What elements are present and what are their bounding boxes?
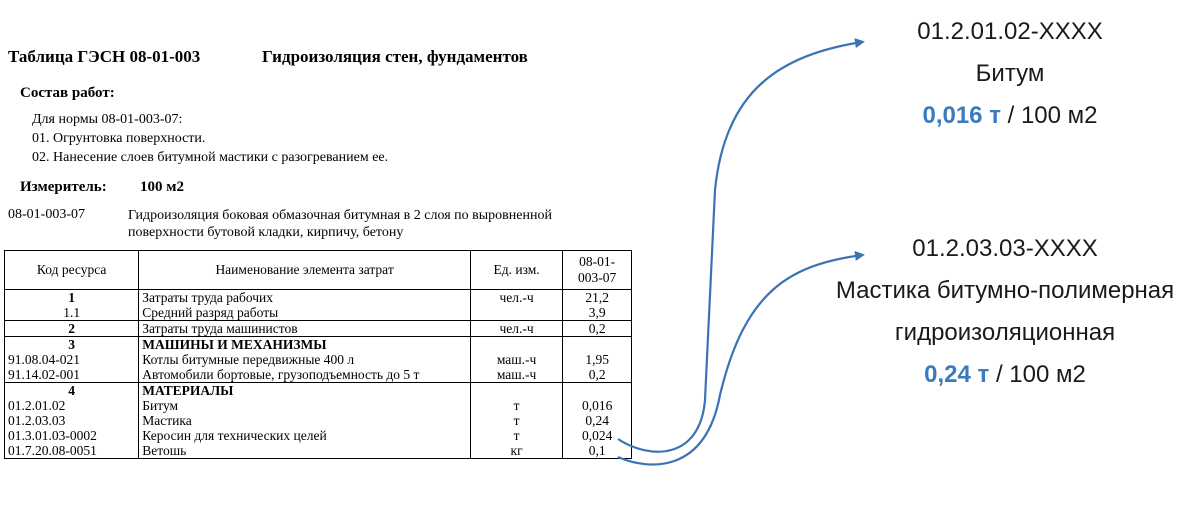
cell-name: Котлы битумные передвижные 400 л xyxy=(142,352,355,367)
cell-value: 0,24 xyxy=(585,413,609,428)
callout-name: Битум xyxy=(975,60,1045,87)
cell-unit: чел.-ч xyxy=(499,321,534,336)
callout-value: 0,24 т xyxy=(924,361,990,388)
cell-code: 01.2.01.02 xyxy=(8,398,66,413)
cell-code: 1.1 xyxy=(63,305,81,320)
header-norm-line: 08-01- xyxy=(579,254,616,269)
cell-value: 1,95 xyxy=(585,352,609,367)
cell-code: 01.7.20.08-0051 xyxy=(8,443,97,458)
cell-code: 01.3.01.03-0002 xyxy=(8,428,97,443)
callout-value: 0,016 т xyxy=(922,102,1001,129)
cell-name: Битум xyxy=(142,398,179,413)
callout-bitum xyxy=(890,17,1130,131)
measure-label: Измеритель: xyxy=(20,179,107,195)
cell-value: 0,024 xyxy=(581,428,613,443)
callout-mastika xyxy=(820,234,1190,390)
cell-name: Мастика xyxy=(142,413,192,428)
cell-code: 91.14.02-001 xyxy=(8,367,80,382)
header-code: Код ресурса xyxy=(5,251,139,290)
cell-unit: маш.-ч xyxy=(496,352,537,367)
cell-value: 21,2 xyxy=(585,290,609,305)
table-title: Таблица ГЭСН 08-01-003 xyxy=(8,47,201,66)
norm-description-line: поверхности бутовой кладки, кирпичу, бетону xyxy=(128,225,404,240)
cell-unit: кг xyxy=(510,443,523,458)
cell-name: Затраты труда машинистов xyxy=(142,321,298,336)
cell-value: 0,2 xyxy=(588,367,606,382)
callout-code: 01.2.03.03-XXXX xyxy=(912,235,1098,262)
header-norm-line: 003-07 xyxy=(578,270,617,285)
measure-value: 100 м2 xyxy=(140,179,184,195)
cell-code: 2 xyxy=(68,321,76,336)
cell-name: Ветошь xyxy=(142,443,187,458)
work-line: Для нормы 08-01-003-07: xyxy=(32,112,183,127)
callout-amount xyxy=(890,101,1130,131)
norm-description-line: Гидроизоляция боковая обмазочная битумная в 2 слоя по выровненной xyxy=(128,208,552,223)
cell-unit: чел.-ч xyxy=(499,290,534,305)
callout-unit: / 100 м2 xyxy=(1000,102,1098,129)
header-name: Наименование элемента затрат xyxy=(139,251,471,290)
cell-unit: т xyxy=(513,428,520,443)
cell-code: 1 xyxy=(68,290,76,305)
callout-name: гидроизоляционная xyxy=(894,319,1116,346)
header-unit: Ед. изм. xyxy=(470,251,562,290)
cell-name: Керосин для технических целей xyxy=(142,428,327,443)
cell-name: Средний разряд работы xyxy=(142,305,279,320)
cell-value: 0,1 xyxy=(588,443,606,458)
cell-code: 91.08.04-021 xyxy=(8,352,80,367)
work-line: 01. Огрунтовка поверхности. xyxy=(32,131,206,146)
cell-unit: т xyxy=(513,398,520,413)
work-line: 02. Нанесение слоев битумной мастики с разогреванием ее. xyxy=(32,150,389,165)
cell-name: МАТЕРИАЛЫ xyxy=(142,383,234,398)
cell-name: МАШИНЫ И МЕХАНИЗМЫ xyxy=(142,337,327,352)
cell-unit: т xyxy=(513,413,520,428)
cell-name: Затраты труда рабочих xyxy=(142,290,274,305)
table-name: Гидроизоляция стен, фундаментов xyxy=(262,47,528,66)
cell-code: 4 xyxy=(68,383,76,398)
cell-name: Автомобили бортовые, грузоподъемность до 5 т xyxy=(142,367,420,382)
cell-unit: маш.-ч xyxy=(496,367,537,382)
callout-name: Мастика битумно-полимерная xyxy=(835,277,1175,304)
cell-value: 0,2 xyxy=(588,321,606,336)
work-header: Состав работ: xyxy=(20,85,115,101)
cell-value: 0,016 xyxy=(581,398,613,413)
norm-code: 08-01-003-07 xyxy=(8,207,85,222)
callout-code: 01.2.01.02-XXXX xyxy=(917,18,1103,45)
callout-unit: / 100 м2 xyxy=(989,361,1086,388)
callout-amount xyxy=(820,360,1190,390)
cell-value: 3,9 xyxy=(588,305,606,320)
cell-code: 3 xyxy=(68,337,76,352)
cell-code: 01.2.03.03 xyxy=(8,413,66,428)
